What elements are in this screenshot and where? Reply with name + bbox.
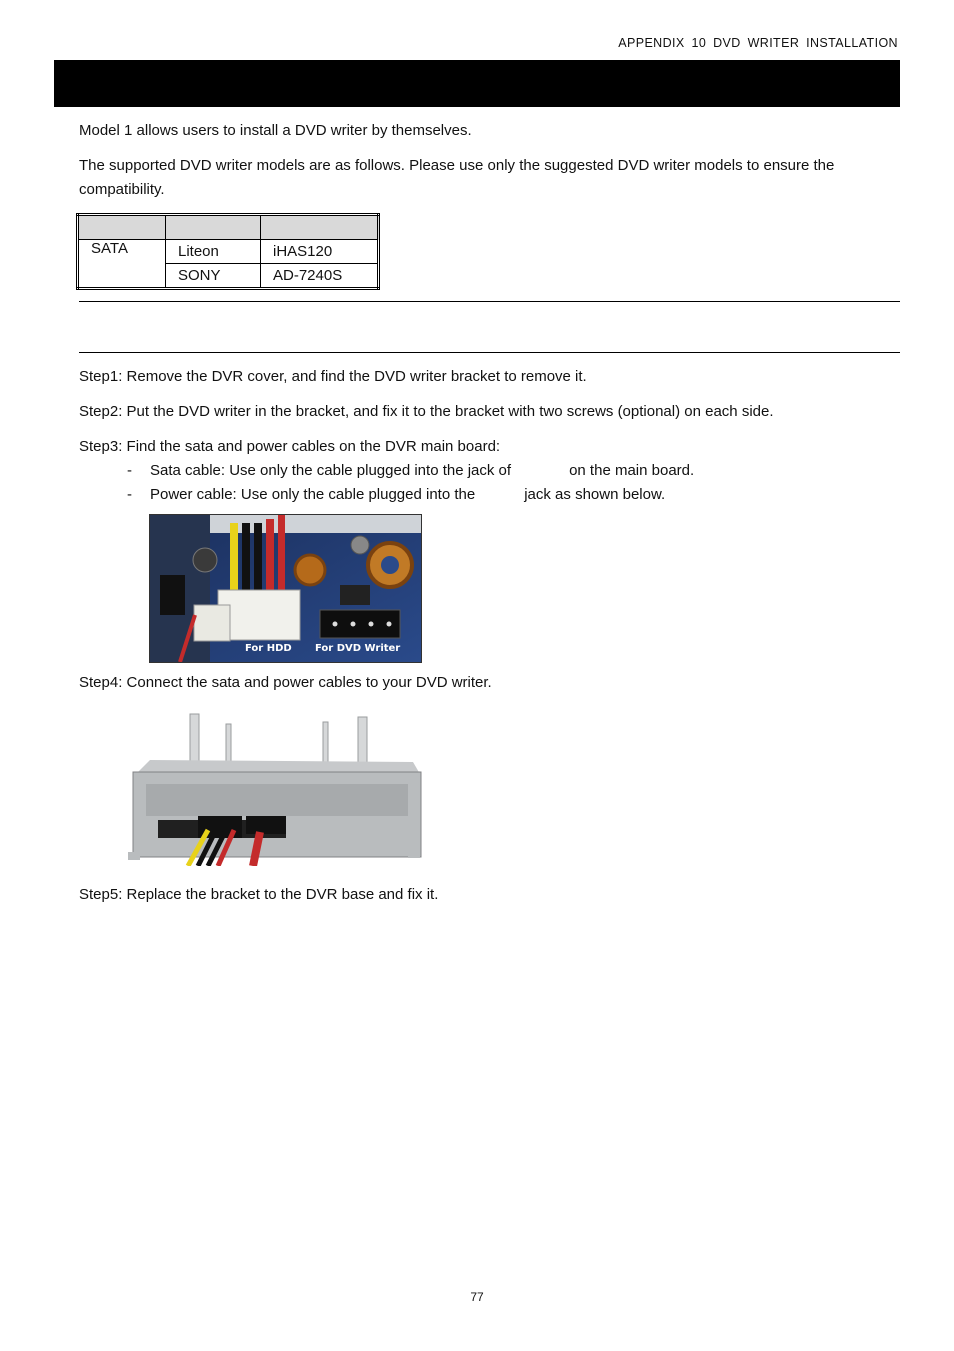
model-cell: AD-7240S bbox=[261, 264, 379, 289]
intro-paragraph-1: Model 1 allows users to install a DVD writer by themselves. bbox=[79, 122, 472, 139]
table-row bbox=[78, 240, 379, 264]
step-5: Step5: Replace the bracket to the DVR base and fix it. bbox=[79, 886, 439, 903]
table-header-cell bbox=[261, 215, 379, 240]
brand-cell: Liteon bbox=[166, 240, 261, 264]
supported-models-table bbox=[76, 213, 380, 290]
power-cable-text-a: Power cable: Use only the cable plugged into the bbox=[150, 486, 476, 503]
step-3-power-cable bbox=[127, 483, 665, 507]
section-title-bar bbox=[54, 60, 900, 107]
table-header-row bbox=[78, 215, 379, 240]
bullet-dash: - bbox=[127, 462, 132, 479]
divider bbox=[79, 352, 900, 353]
label-for-dvd-writer: For DVD Writer bbox=[315, 643, 401, 654]
step-3-sata-cable bbox=[127, 459, 694, 483]
dvd-writer-illustration bbox=[128, 712, 423, 866]
power-cable-text-b: jack as shown below. bbox=[524, 486, 666, 503]
page-number: 77 bbox=[470, 1290, 484, 1304]
table-header-cell bbox=[166, 215, 261, 240]
step-4: Step4: Connect the sata and power cables to your DVD writer. bbox=[79, 674, 492, 691]
sata-cable-text-b: on the main board. bbox=[569, 462, 695, 479]
step-2: Step2: Put the DVD writer in the bracket, and fix it to the bracket with two screws (optional) on each side. bbox=[79, 403, 774, 420]
running-head: APPENDIX 10 DVD WRITER INSTALLATION bbox=[618, 36, 898, 50]
bullet-dash: - bbox=[127, 486, 132, 503]
main-board-illustration bbox=[150, 515, 421, 662]
dvd-writer-bracket-photo bbox=[128, 712, 423, 866]
model-cell: iHAS120 bbox=[261, 240, 379, 264]
intro-paragraph-2-line-2: compatibility. bbox=[79, 181, 165, 198]
intro-paragraph-2-line-1: The supported DVD writer models are as follows. Please use only the suggested DVD writer models to ensure the bbox=[79, 157, 835, 174]
step-1: Step1: Remove the DVR cover, and find the DVD writer bracket to remove it. bbox=[79, 368, 587, 385]
sata-cable-text-a: Sata cable: Use only the cable plugged into the jack of bbox=[150, 462, 512, 479]
label-for-hdd: For HDD bbox=[245, 643, 292, 654]
intro-paragraph-2 bbox=[79, 154, 894, 202]
brand-cell: SONY bbox=[166, 264, 261, 289]
interface-cell: SATA bbox=[78, 240, 166, 289]
main-board-photo bbox=[149, 514, 422, 663]
step-3: Step3: Find the sata and power cables on the DVR main board: bbox=[79, 438, 501, 455]
table-header-cell bbox=[78, 215, 166, 240]
divider bbox=[79, 301, 900, 302]
